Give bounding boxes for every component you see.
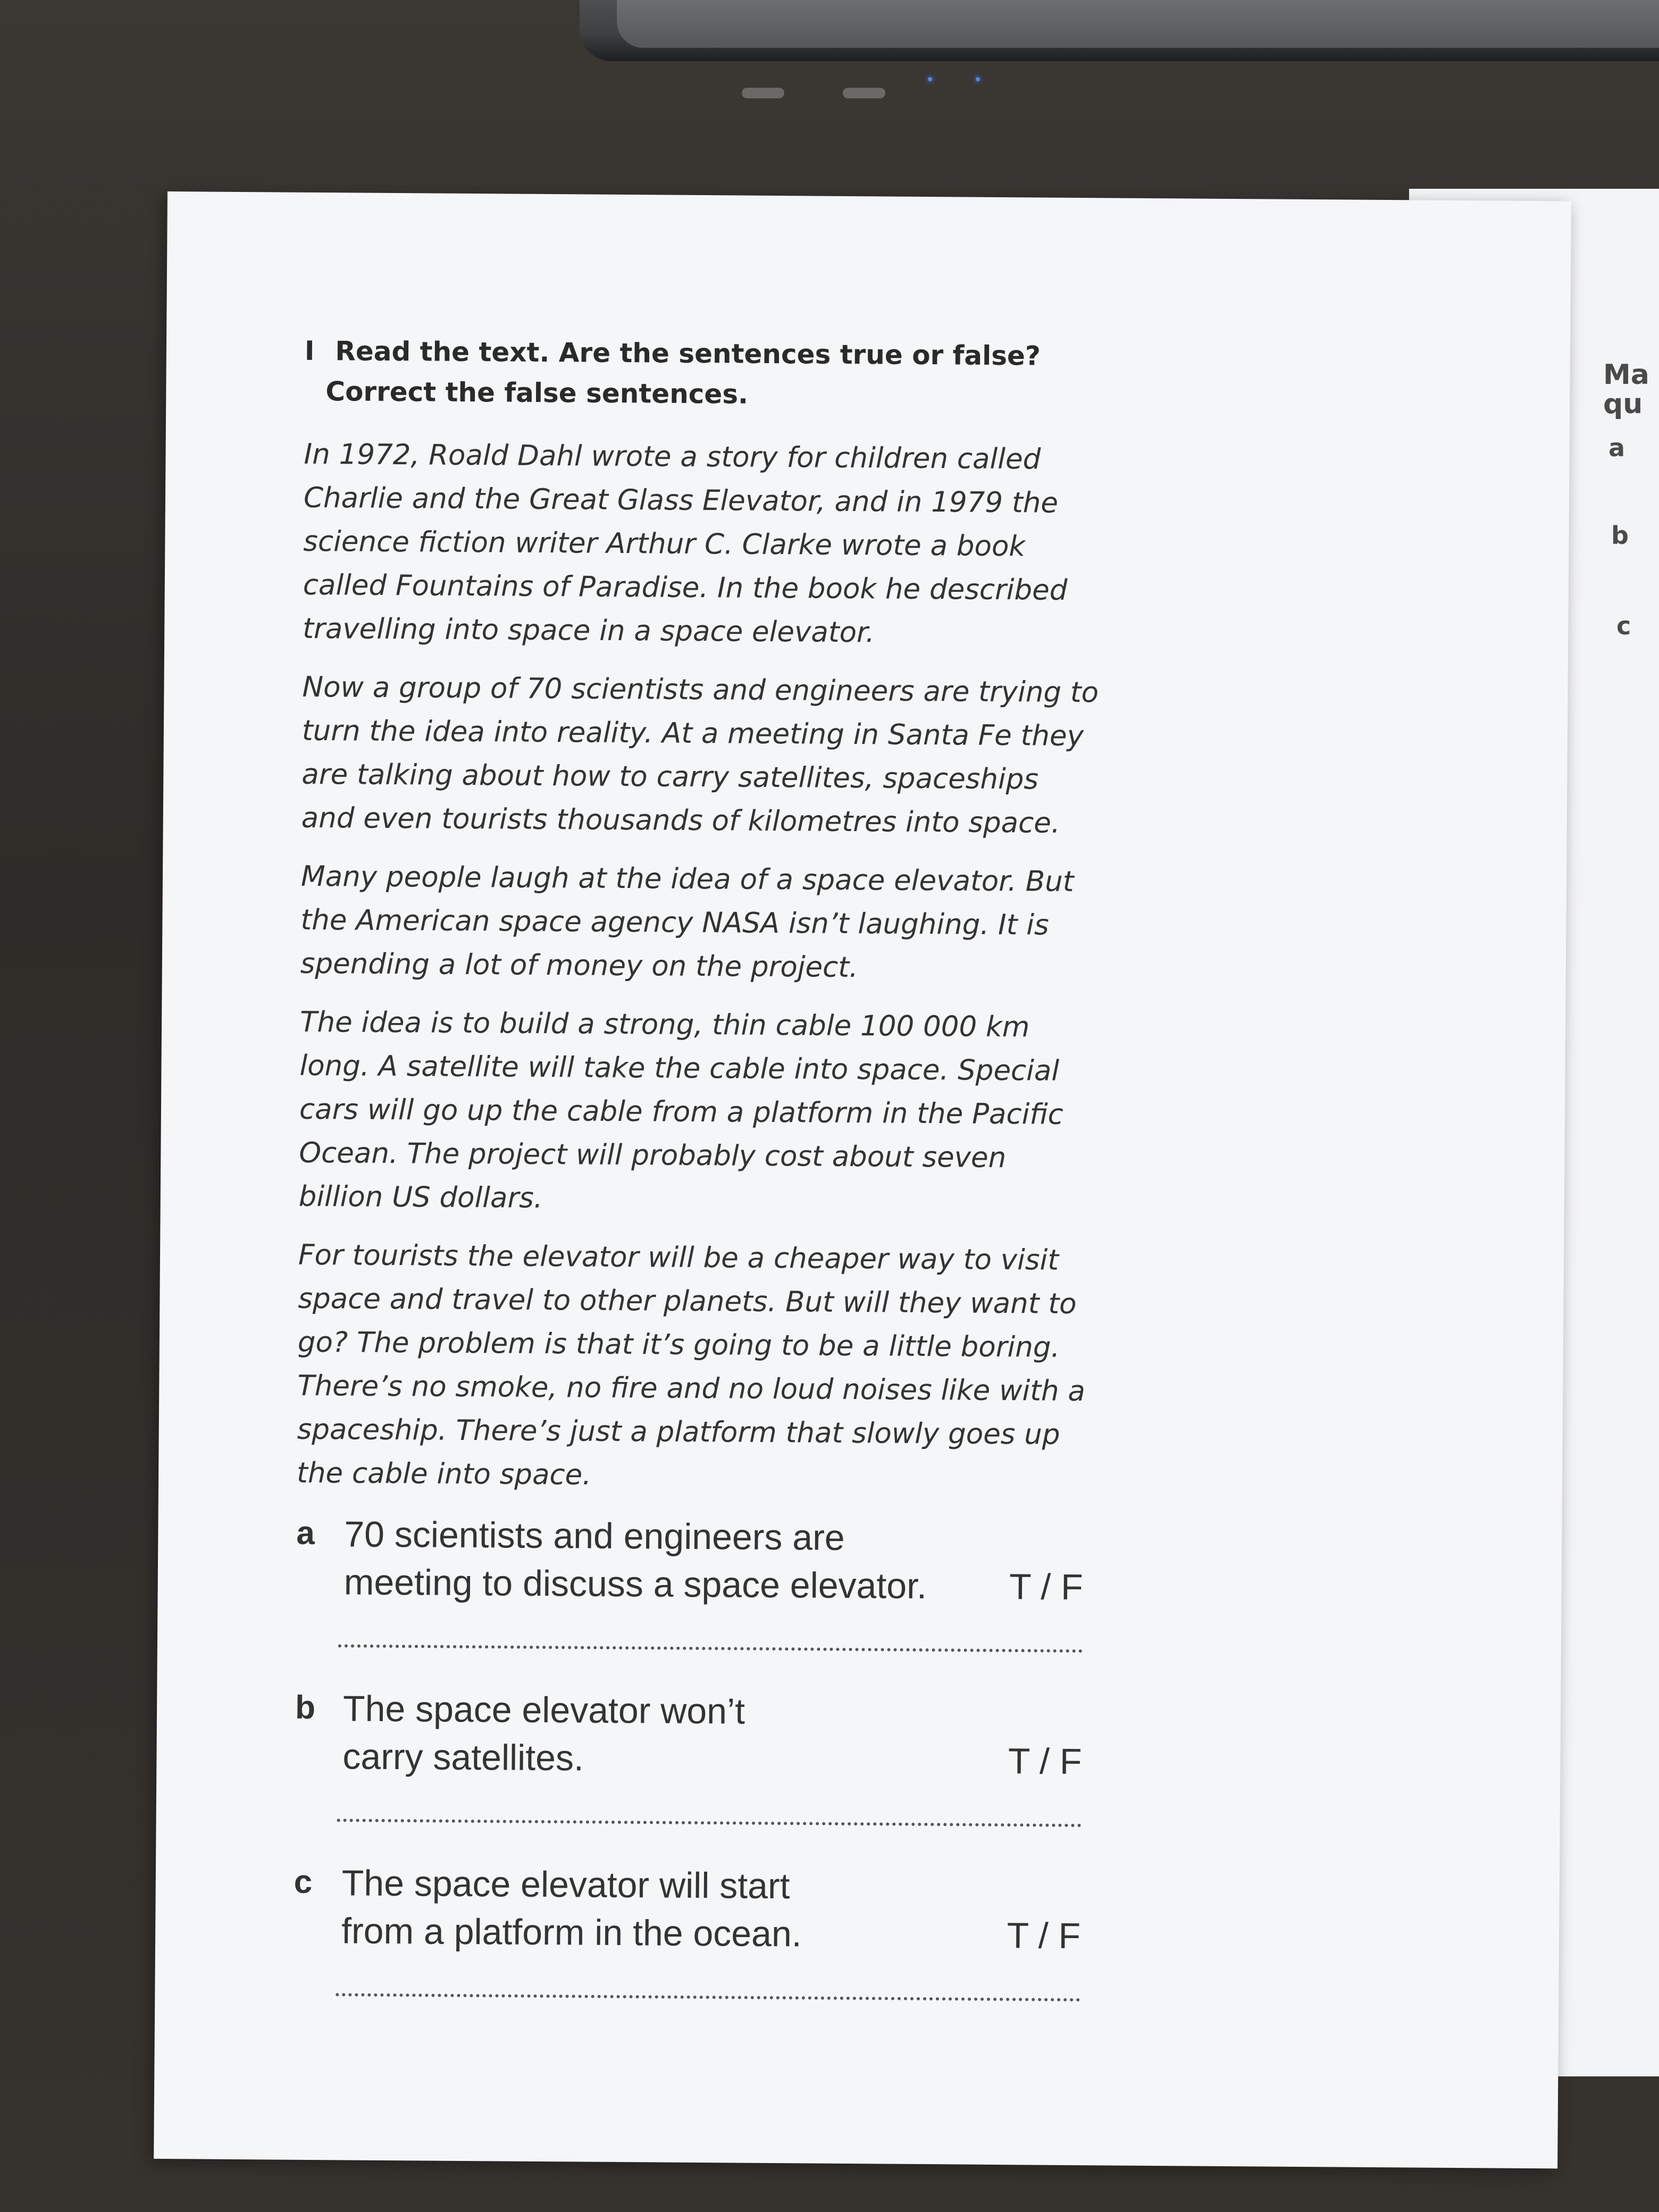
- question-text: [343, 1510, 982, 1610]
- worksheet-content: [293, 331, 1315, 2040]
- question-a: [296, 1510, 1084, 1653]
- true-false-choice[interactable]: T / F: [1009, 1566, 1083, 1608]
- question-text: [341, 1859, 980, 1959]
- true-false-choice[interactable]: T / F: [1008, 1741, 1082, 1782]
- reading-paragraph: Now a group of 70 scientists and engineers are trying to turn the idea into reality. At a meeting in Santa Fe they are talking about how to carry satellites, spaceships and even tourists thousands of kilometres into space.: [301, 671, 1099, 840]
- question-b: [295, 1685, 1083, 1827]
- fragment-a: a: [1608, 433, 1626, 462]
- question-letter: a: [296, 1514, 315, 1552]
- question-c: [293, 1859, 1081, 2001]
- laptop-foot: [843, 88, 885, 98]
- fragment-ma: Ma: [1603, 359, 1649, 391]
- question-letter: b: [295, 1689, 316, 1727]
- question-line: 70 scientists and engineers are: [344, 1514, 845, 1558]
- task-instructions: [304, 331, 1060, 417]
- question-line: The space elevator won’t: [342, 1688, 745, 1732]
- laptop-led: [928, 77, 932, 81]
- reading-paragraph: The idea is to build a strong, thin cable 100 000 km long. A satellite will take the cable into space. Special cars will go up the cable from a platform in the Pacific Ocean. The project will probably cost about seven billion US dollars.: [298, 1006, 1063, 1214]
- answer-line[interactable]: [337, 1817, 1082, 1827]
- reading-paragraph: Many people laugh at the idea of a space elevator. But the American space agency NASA isn’t laughing. It is spending a lot of money on the project.: [300, 860, 1074, 984]
- worksheet-page: [154, 191, 1571, 2168]
- task-instruction-line1: Read the text. Are the sentences true or false?: [335, 336, 1041, 372]
- question-line: meeting to discuss a space elevator.: [343, 1562, 927, 1607]
- reading-paragraph: In 1972, Roald Dahl wrote a story for children called Charlie and the Great Glass Elevator, and in 1979 the science fiction writer Arthur C. Clarke wrote a book called Fountains of Paradise. In the book he described travelling into space in a space elevator.: [303, 438, 1068, 649]
- laptop-foot: [742, 88, 784, 98]
- question-letter: c: [294, 1863, 313, 1900]
- task-number: I: [304, 335, 315, 366]
- answer-line[interactable]: [338, 1643, 1083, 1653]
- question-line: The space elevator will start: [341, 1863, 790, 1907]
- fragment-c: c: [1616, 611, 1631, 640]
- fragment-b: b: [1611, 521, 1629, 550]
- laptop-led: [976, 77, 980, 81]
- question-text: [342, 1685, 981, 1784]
- question-line: carry satellites.: [342, 1736, 584, 1779]
- fragment-qu: qu: [1603, 388, 1643, 420]
- answer-line[interactable]: [336, 1992, 1080, 2001]
- reading-paragraph: For tourists the elevator will be a cheaper way to visit space and travel to other planets. But will they want to go? The problem is that it’s going to be a little boring. There’s no smoke, no fire and no loud noises like with a spaceship. There’s just a platform that slowly goes up the cable into space.: [296, 1238, 1086, 1492]
- true-false-questions: [293, 1510, 1306, 2003]
- true-false-choice[interactable]: T / F: [1007, 1915, 1081, 1957]
- laptop-lid: [617, 0, 1659, 48]
- question-line: from a platform in the ocean.: [341, 1911, 802, 1955]
- task-instruction-line2: Correct the false sentences.: [325, 376, 749, 410]
